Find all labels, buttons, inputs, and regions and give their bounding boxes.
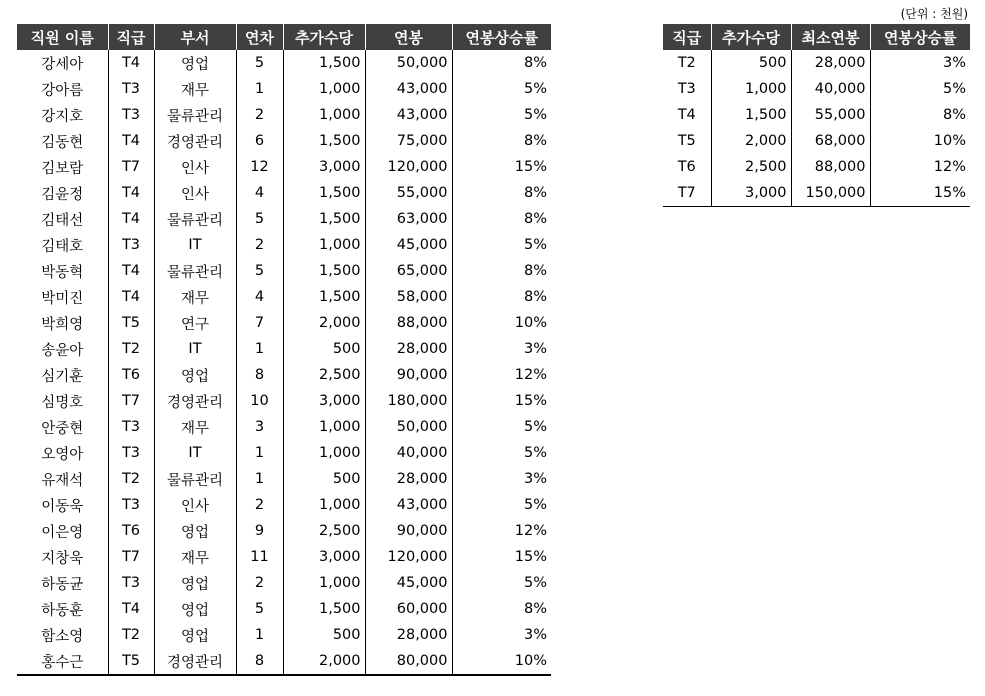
employee-table-cell: 1 <box>236 440 283 466</box>
employee-table-cell: 하동균 <box>41 576 84 593</box>
employee-table-cell: 50,000 <box>365 414 452 440</box>
employee-table-cell: 58,000 <box>365 284 452 310</box>
employee-table-cell: 이은영 <box>41 524 84 541</box>
employee-table-cell: 경영관리 <box>154 128 236 154</box>
employee-table-cell: 15% <box>452 388 551 414</box>
table-row <box>17 258 551 284</box>
grade-table-cell: 10% <box>870 128 970 154</box>
employee-table-cell: 경영관리 <box>154 388 236 414</box>
grade-table-header-cell: 추가수당 <box>711 24 791 50</box>
employee-table-cell: 55,000 <box>365 180 452 206</box>
employee-table-cell: 김동현 <box>41 134 84 151</box>
employee-table-cell: 1,000 <box>283 414 365 440</box>
employee-table-cell: 120,000 <box>365 154 452 180</box>
grade-table-cell: 68,000 <box>791 128 870 154</box>
employee-table-cell: 2 <box>236 570 283 596</box>
employee-salary-table <box>17 24 551 676</box>
employee-table-cell: T4 <box>108 284 154 310</box>
grade-table-cell: 3,000 <box>711 180 791 207</box>
table-row <box>17 388 551 414</box>
employee-table-cell: T4 <box>108 180 154 206</box>
employee-table-cell: 60,000 <box>365 596 452 622</box>
employee-table-cell: 심명호 <box>41 394 84 411</box>
table-row <box>17 648 551 675</box>
table-row <box>663 76 970 102</box>
employee-table-cell: T3 <box>108 492 154 518</box>
table-row <box>17 466 551 492</box>
employee-table-cell: 2 <box>236 232 283 258</box>
table-row <box>17 180 551 206</box>
employee-table-cell: 물류관리 <box>154 466 236 492</box>
employee-table-cell: T3 <box>108 232 154 258</box>
table-row <box>663 154 970 180</box>
table-row <box>17 518 551 544</box>
employee-table-cell: 43,000 <box>365 102 452 128</box>
employee-table-cell: 영업 <box>154 50 236 76</box>
employee-table-cell: 5 <box>236 50 283 76</box>
grade-table-cell: 1,000 <box>711 76 791 102</box>
table-row <box>17 232 551 258</box>
employee-table-cell: 5 <box>236 206 283 232</box>
employee-table-cell: 28,000 <box>365 466 452 492</box>
employee-table-cell: 6 <box>236 128 283 154</box>
employee-table-cell: T3 <box>108 414 154 440</box>
employee-table-cell: 10 <box>236 388 283 414</box>
employee-table-cell: T3 <box>108 102 154 128</box>
table-row <box>17 362 551 388</box>
employee-table-cell: 11 <box>236 544 283 570</box>
employee-table-cell: T2 <box>108 336 154 362</box>
grade-table-header-cell: 직급 <box>663 24 711 50</box>
employee-table-cell: T7 <box>108 388 154 414</box>
grade-table-cell: 15% <box>870 180 970 207</box>
employee-table-cell: 8% <box>452 128 551 154</box>
employee-table-cell: 강세아 <box>41 56 84 73</box>
employee-table-cell: 3 <box>236 414 283 440</box>
grade-reference-table <box>663 24 970 207</box>
employee-table-cell: T6 <box>108 518 154 544</box>
employee-table-cell: 지창욱 <box>41 550 84 567</box>
table-row <box>17 440 551 466</box>
employee-table-cell: 500 <box>283 622 365 648</box>
employee-table-cell: 65,000 <box>365 258 452 284</box>
employee-table-cell: 1,500 <box>283 284 365 310</box>
employee-table-cell: 12 <box>236 154 283 180</box>
employee-table-cell: 인사 <box>154 154 236 180</box>
employee-table-cell: T7 <box>108 544 154 570</box>
employee-table-cell: 5% <box>452 102 551 128</box>
employee-table-cell: 10% <box>452 648 551 675</box>
employee-table-cell: 2 <box>236 102 283 128</box>
employee-table-cell: 1 <box>236 76 283 102</box>
employee-table-cell: 이동욱 <box>41 498 84 515</box>
employee-table-cell: 80,000 <box>365 648 452 675</box>
employee-table-cell: 홍수근 <box>17 648 108 675</box>
employee-table-cell: 재무 <box>154 414 236 440</box>
employee-table-cell: 물류관리 <box>154 102 236 128</box>
employee-table-cell: 영업 <box>154 596 236 622</box>
employee-table-cell: T2 <box>108 622 154 648</box>
employee-table-header-cell: 연봉 <box>365 24 452 50</box>
employee-table-cell: T3 <box>108 570 154 596</box>
grade-table-cell: 5% <box>870 76 970 102</box>
employee-table-cell: 1,500 <box>283 180 365 206</box>
employee-table-cell: T2 <box>108 466 154 492</box>
employee-table-cell: 2,000 <box>283 648 365 675</box>
employee-table-cell: T6 <box>108 362 154 388</box>
employee-table-cell: 28,000 <box>365 336 452 362</box>
employee-table-header-row <box>17 24 551 50</box>
table-row <box>17 544 551 570</box>
employee-table-cell: 5 <box>236 258 283 284</box>
employee-table-cell: 5% <box>452 414 551 440</box>
grade-table-cell: T5 <box>677 133 696 149</box>
employee-table-cell: 5% <box>452 440 551 466</box>
employee-table-cell: 박동혁 <box>41 264 84 281</box>
employee-table-cell: 500 <box>283 336 365 362</box>
table-row <box>663 180 970 207</box>
employee-table-cell: 8% <box>452 206 551 232</box>
employee-table-cell: 5% <box>452 492 551 518</box>
employee-table-cell: 연구 <box>154 310 236 336</box>
employee-table-cell: 1 <box>236 466 283 492</box>
employee-table-cell: 3,000 <box>283 388 365 414</box>
employee-table-header-cell: 추가수당 <box>283 24 365 50</box>
employee-table-cell: 8% <box>452 284 551 310</box>
employee-table-cell: 1,500 <box>283 50 365 76</box>
employee-table-cell: T3 <box>108 76 154 102</box>
unit-note: (단위 : 천원) <box>900 7 968 21</box>
grade-table-cell: 1,500 <box>711 102 791 128</box>
employee-table-cell: 인사 <box>154 180 236 206</box>
employee-table-cell: 2 <box>236 492 283 518</box>
grade-table-cell: 28,000 <box>791 50 870 76</box>
employee-table-cell: T4 <box>108 206 154 232</box>
employee-table-cell: 43,000 <box>365 76 452 102</box>
employee-table-cell: 7 <box>236 310 283 336</box>
grade-table-cell: 150,000 <box>791 180 870 207</box>
employee-table-cell: T4 <box>108 50 154 76</box>
employee-table-cell: 90,000 <box>365 518 452 544</box>
employee-table-cell: 심기훈 <box>41 368 84 385</box>
employee-table-cell: 40,000 <box>365 440 452 466</box>
employee-table-cell: 75,000 <box>365 128 452 154</box>
table-row <box>17 50 551 76</box>
employee-table-cell: IT <box>154 232 236 258</box>
employee-table-cell: 5 <box>236 596 283 622</box>
table-row <box>17 622 551 648</box>
employee-table-cell: 1,500 <box>283 258 365 284</box>
employee-table-cell: 1,000 <box>283 492 365 518</box>
employee-table-cell: 물류관리 <box>154 258 236 284</box>
employee-table-cell: 안중현 <box>41 420 84 437</box>
grade-table-body <box>663 50 970 207</box>
grade-table-cell: 40,000 <box>791 76 870 102</box>
grade-table-header-cell: 연봉상승률 <box>870 24 970 50</box>
table-row <box>17 414 551 440</box>
table-row <box>17 76 551 102</box>
employee-table-cell: 물류관리 <box>154 206 236 232</box>
employee-table-cell: 유재석 <box>41 472 84 489</box>
employee-table-header-cell: 부서 <box>154 24 236 50</box>
employee-table-cell: 63,000 <box>365 206 452 232</box>
grade-table-cell: 2,000 <box>711 128 791 154</box>
employee-table-cell: 45,000 <box>365 232 452 258</box>
employee-table-cell: 2,000 <box>283 310 365 336</box>
table-row <box>663 50 970 76</box>
employee-table-cell: 8% <box>452 258 551 284</box>
employee-table-cell: 1,000 <box>283 440 365 466</box>
employee-table-header-cell: 연봉상승률 <box>452 24 551 50</box>
employee-table-header-cell: 직급 <box>108 24 154 50</box>
grade-table-cell: T3 <box>677 81 696 97</box>
employee-table-cell: 1,000 <box>283 102 365 128</box>
employee-table-cell: T7 <box>108 154 154 180</box>
grade-table-cell: 55,000 <box>791 102 870 128</box>
grade-table-cell: 12% <box>870 154 970 180</box>
employee-table-cell: 강아름 <box>41 82 84 99</box>
employee-table-cell: 15% <box>452 154 551 180</box>
employee-table-cell: 50,000 <box>365 50 452 76</box>
grade-table-header-cell: 최소연봉 <box>791 24 870 50</box>
grade-table-cell: T2 <box>677 55 696 71</box>
employee-table-cell: 5% <box>452 570 551 596</box>
employee-table-cell: T4 <box>108 258 154 284</box>
grade-table-cell: 500 <box>711 50 791 76</box>
employee-table-cell: 10% <box>452 310 551 336</box>
employee-table-cell: 8% <box>452 180 551 206</box>
table-row <box>17 310 551 336</box>
employee-table-cell: 강지호 <box>41 108 84 125</box>
employee-table-cell: 영업 <box>154 518 236 544</box>
table-row <box>17 336 551 362</box>
employee-table-cell: 1,000 <box>283 570 365 596</box>
employee-table-cell: 8% <box>452 596 551 622</box>
employee-table-cell: 재무 <box>154 76 236 102</box>
employee-table-cell: 90,000 <box>365 362 452 388</box>
employee-table-cell: 하동훈 <box>41 602 84 619</box>
employee-table-cell: 9 <box>236 518 283 544</box>
grade-table-header-row <box>663 24 970 50</box>
employee-table-cell: 2,500 <box>283 518 365 544</box>
employee-table-cell: 45,000 <box>365 570 452 596</box>
employee-table-cell: 8 <box>236 648 283 675</box>
employee-table-cell: 120,000 <box>365 544 452 570</box>
employee-table-cell: 김태선 <box>41 212 84 229</box>
employee-table-cell: 2,500 <box>283 362 365 388</box>
grade-table-cell: T7 <box>663 180 711 207</box>
employee-table-body <box>17 50 551 675</box>
employee-table-cell: 88,000 <box>365 310 452 336</box>
employee-table-cell: 송윤아 <box>41 342 84 359</box>
employee-table-cell: T3 <box>108 440 154 466</box>
table-row <box>17 570 551 596</box>
employee-table-cell: 12% <box>452 518 551 544</box>
employee-table-cell: 4 <box>236 284 283 310</box>
employee-table-cell: 박희영 <box>41 316 84 333</box>
employee-table-header-cell: 연차 <box>236 24 283 50</box>
table-row <box>17 492 551 518</box>
employee-table-cell: 43,000 <box>365 492 452 518</box>
employee-table-cell: 3% <box>452 336 551 362</box>
employee-table-cell: 28,000 <box>365 622 452 648</box>
table-row <box>17 102 551 128</box>
employee-table-cell: 1 <box>236 622 283 648</box>
employee-table-cell: 1,000 <box>283 232 365 258</box>
employee-table-cell: 5% <box>452 232 551 258</box>
employee-table-cell: 경영관리 <box>154 648 236 675</box>
employee-table-cell: 영업 <box>154 622 236 648</box>
table-row <box>17 128 551 154</box>
table-row <box>663 128 970 154</box>
employee-table-cell: 500 <box>283 466 365 492</box>
employee-table-cell: 김보람 <box>41 160 84 177</box>
employee-table-cell: 김태호 <box>41 238 84 255</box>
employee-table-cell: 재무 <box>154 544 236 570</box>
table-row <box>17 154 551 180</box>
employee-table-cell: 김윤정 <box>41 186 84 203</box>
grade-table-cell: 8% <box>870 102 970 128</box>
employee-table-cell: 박미진 <box>41 290 84 307</box>
employee-table-cell: T5 <box>108 648 154 675</box>
employee-table-cell: 12% <box>452 362 551 388</box>
employee-table-cell: 3% <box>452 622 551 648</box>
employee-table-cell: 1,500 <box>283 206 365 232</box>
employee-table-cell: 15% <box>452 544 551 570</box>
employee-table-cell: 3,000 <box>283 544 365 570</box>
employee-table-cell: 1,500 <box>283 596 365 622</box>
table-row <box>17 284 551 310</box>
employee-table-cell: 함소영 <box>41 628 84 645</box>
employee-table-cell: 오영아 <box>41 446 84 463</box>
grade-table-cell: 88,000 <box>791 154 870 180</box>
grade-table-cell: 2,500 <box>711 154 791 180</box>
grade-table-cell: T4 <box>677 107 696 123</box>
employee-table-cell: 3% <box>452 466 551 492</box>
grade-table-cell: T6 <box>677 159 696 175</box>
table-row <box>17 596 551 622</box>
employee-table-cell: T4 <box>108 596 154 622</box>
employee-table-cell: T5 <box>108 310 154 336</box>
grade-table-cell: 3% <box>870 50 970 76</box>
employee-table-cell: IT <box>154 336 236 362</box>
table-row <box>663 102 970 128</box>
employee-table-cell: 영업 <box>154 362 236 388</box>
employee-table-cell: 5% <box>452 76 551 102</box>
employee-table-cell: 3,000 <box>283 154 365 180</box>
table-row <box>17 206 551 232</box>
employee-table-cell: 1,000 <box>283 76 365 102</box>
employee-table-header-cell: 직원 이름 <box>17 24 108 50</box>
employee-table-cell: T4 <box>108 128 154 154</box>
employee-table-cell: 8% <box>452 50 551 76</box>
employee-table-cell: 4 <box>236 180 283 206</box>
employee-table-cell: 180,000 <box>365 388 452 414</box>
employee-table-cell: 1,500 <box>283 128 365 154</box>
employee-table-cell: 8 <box>236 362 283 388</box>
employee-table-cell: 재무 <box>154 284 236 310</box>
employee-table-cell: 1 <box>236 336 283 362</box>
employee-table-cell: 영업 <box>154 570 236 596</box>
employee-table-cell: 인사 <box>154 492 236 518</box>
employee-table-cell: IT <box>154 440 236 466</box>
